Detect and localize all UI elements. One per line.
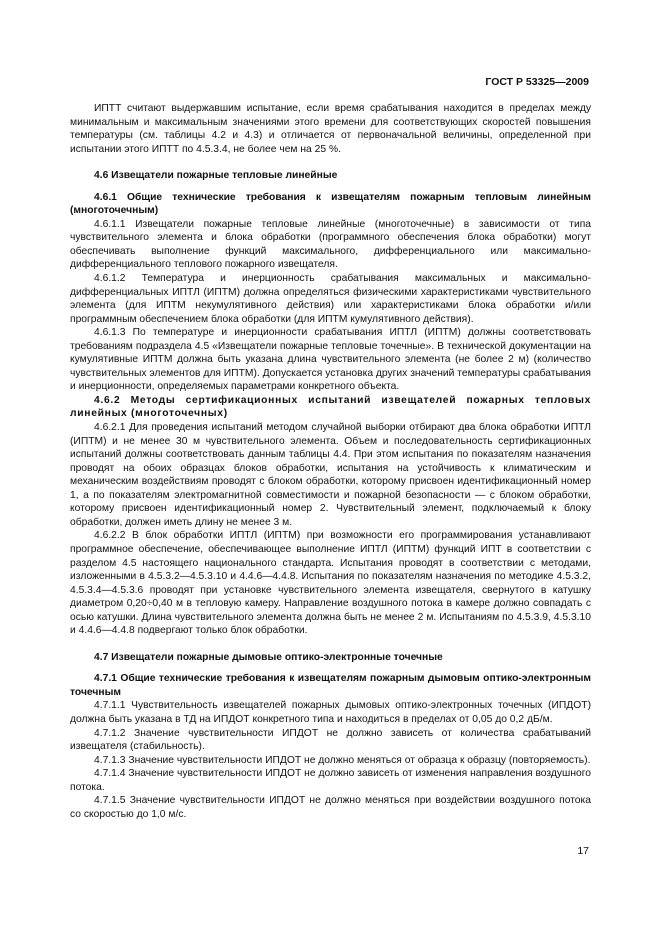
subsection-heading-4-6-2: 4.6.2 Методы сертификационных испытаний извещателей пожарных тепловых линейных (многоточечных) [70, 394, 591, 420]
paragraph-4-6-2-2: 4.6.2.2 В блок обработки ИПТЛ (ИПТМ) при возможности его программирования устанавливают программное обеспечение, обеспечивающее выполнение ИПТЛ (ИПТМ) функций ИПТ в соответствии с разделом 4.5 настоящего национального стандарта. Испытания проводят в соответствии с методами, изложенными в 4.5.3.2—4.5.3.10 и 4.4.6—4.4.8. Испытания по показателям назначения по методике 4.5.3.2, 4.5.3.4—4.5.3.6 проводят при установке чувствительного элемента извещателя, свернутого в катушку диаметром 0,20÷0,40 м в тепловую камеру. Направление воздушного потока в камере должно совпадать с осью катушки. Длина чувствительного элемента должна быть не менее 2 м. Испытаниям по 4.5.3.9, 4.5.3.10 и 4.4.6—4.4.8 подвергают только блок обработки. [70, 530, 591, 637]
paragraph-4-6-2-1: 4.6.2.1 Для проведения испытаний методом случайной выборки отбирают два блока обработки ИПТЛ (ИПТМ) и не менее 30 м чувствительного элемента. Объем и последовательность сертификационных испытаний должны соответствовать данным таблицы 4.4. При этом испытания по показателям назначения проводят на обоих образцах блоков обработки, испытания на устойчивость к климатическим и механическим воздействиям проводят с блоком обработки, которому присвоен идентификационный номер 1, а по показателям электромагнитной совместимости и пожарной безопасности — с блоком обработки, которому присвоен идентификационный номер 2. Чувствительный элемент, подключаемый к блоку обработки, должен иметь длину не менее 3 м. [70, 422, 591, 528]
document-code-header: ГОСТ Р 53325—2009 [485, 76, 589, 88]
section-heading-4-7: 4.7 Извещатели пожарные дымовые оптико-электронные точечные [94, 651, 443, 663]
paragraph-4-6-1-3: 4.6.1.3 По температуре и инерционности срабатывания ИПТЛ (ИПТМ) должны соответствовать требованиям подраздела 4.5 «Извещатели пожарные тепловые точечные». В технической документации на кумулятивные ИПТМ должна быть указана длина чувствительного элемента (не более 2 м) (количество чувствительных элементов для ИПТМ). Допускается установка других значений температуры срабатывания и инерционности, определяемых параметрами конкретного объекта. [70, 327, 592, 393]
paragraph-intro: ИПТТ считают выдержавшим испытание, если время срабатывания находится в пределах между минимальным и максимальным значениями этого времени для соответствующих скоростей повышения температуры (см. таблицы 4.2 и 4.3) и отличается от первоначальной величины, определенной при испытании этого ИПТТ по 4.5.3.4, не более чем на 25 %. [70, 103, 591, 155]
section-heading-4-6: 4.6 Извещатели пожарные тепловые линейные [94, 170, 338, 182]
paragraph-4-6-1-2: 4.6.1.2 Температура и инерционность срабатывания максимальных и максимально-дифференциальных ИПТЛ (ИПТМ) должна определяться физическими характеристиками чувствительного элемента (для ИПТМ некумулятивного действия) или характеристиками блока обработки и/или программным обеспечением блока обработки (для ИПТМ кумулятивного действия). [70, 273, 591, 325]
paragraph-4-7-1-3: 4.7.1.3 Значение чувствительности ИПДОТ не должно меняться от образца к образцу (повторяемость). [94, 754, 591, 766]
paragraph-4-7-1-5: 4.7.1.5 Значение чувствительности ИПДОТ не должно меняться при воздействии воздушного потока со скоростью до 1,0 м/с. [70, 795, 591, 820]
document-body [70, 102, 591, 821]
paragraph-4-7-1-2: 4.7.1.2 Значение чувствительности ИПДОТ не должно зависеть от количества срабатываний извещателя (стабильность). [70, 727, 591, 753]
paragraph-4-6-1-1: 4.6.1.1 Извещатели пожарные тепловые линейные (многоточечные) в зависимости от типа чувствительного элемента и блока обработки (программного обеспечения блока обработки) могут обеспечивать выполнение функций максимального, дифференциального или максимально-дифференциального теплового пожарного извещателя. [70, 218, 591, 271]
paragraph-4-7-1-1: 4.7.1.1 Чувствительность извещателей пожарных дымовых оптико-электронных точечных (ИПДОТ) должна быть указана в ТД на ИПДОТ конкретного типа и находиться в пределах от 0,05 до 0,2 дБ/м. [70, 700, 591, 725]
page-number: 17 [577, 845, 589, 857]
paragraph-4-7-1-4: 4.7.1.4 Значение чувствительности ИПДОТ не должно зависеть от изменения направления воздушного потока. [70, 768, 591, 793]
subsection-heading-4-7-1: 4.7.1 Общие технические требования к извещателям пожарным дымовым оптико-электронным точечным [70, 673, 591, 698]
subsection-heading-4-6-1: 4.6.1 Общие технические требования к извещателям пожарным тепловым линейным (многоточечным) [70, 191, 591, 217]
